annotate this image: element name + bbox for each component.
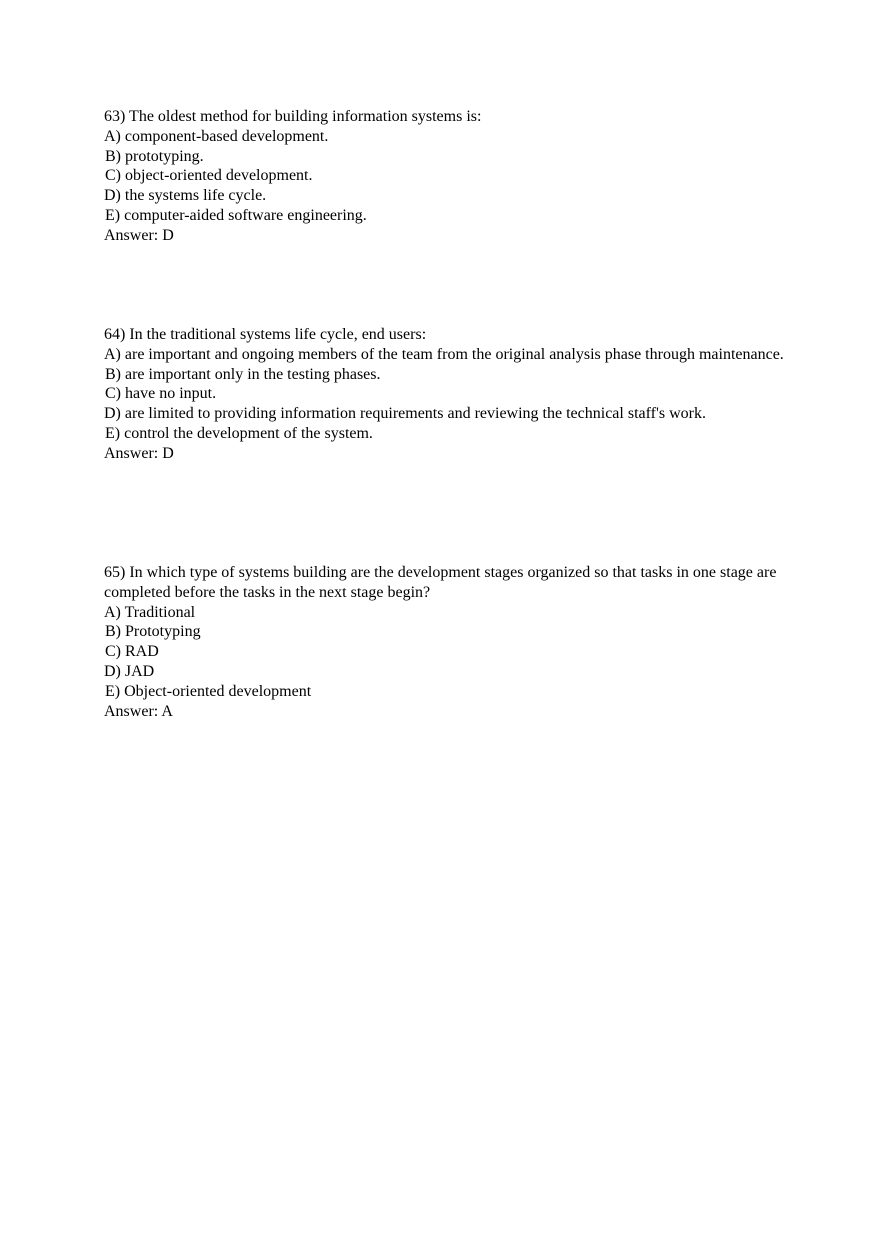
option-c: C) object-oriented development.	[105, 167, 313, 185]
option-d: D) JAD	[104, 662, 155, 680]
option-e: E) control the development of the system.	[105, 424, 373, 442]
option-e: E) computer-aided software engineering.	[105, 206, 367, 224]
option-a: A) component-based development.	[104, 127, 329, 145]
question-stem: 65) In which type of systems building are the development stages organized so that tasks in one stage are completed before the tasks in the next stage begin?	[104, 564, 777, 601]
option-d: D) are limited to providing information requirements and reviewing the technical staff's work.	[104, 405, 706, 423]
option-c: C) have no input.	[105, 385, 217, 403]
answer-line: Answer: D	[104, 444, 174, 462]
answer-line: Answer: D	[104, 226, 174, 244]
option-d: D) the systems life cycle.	[104, 187, 267, 205]
option-b: B) prototyping.	[105, 147, 204, 165]
option-e: E) Object-oriented development	[105, 682, 312, 700]
option-a: A) are important and ongoing members of the team from the original analysis phase through maintenance.	[104, 345, 784, 363]
question-65	[104, 563, 784, 721]
option-b: B) Prototyping	[105, 623, 201, 641]
answer-line: Answer: A	[104, 702, 173, 720]
option-b: B) are important only in the testing phases.	[105, 365, 381, 383]
option-a: A) Traditional	[104, 603, 196, 621]
option-c: C) RAD	[105, 643, 159, 661]
question-64	[104, 325, 784, 464]
question-stem: 63) The oldest method for building information systems is:	[104, 108, 482, 125]
question-63	[104, 107, 784, 246]
question-stem: 64) In the traditional systems life cycle, end users:	[104, 326, 427, 343]
